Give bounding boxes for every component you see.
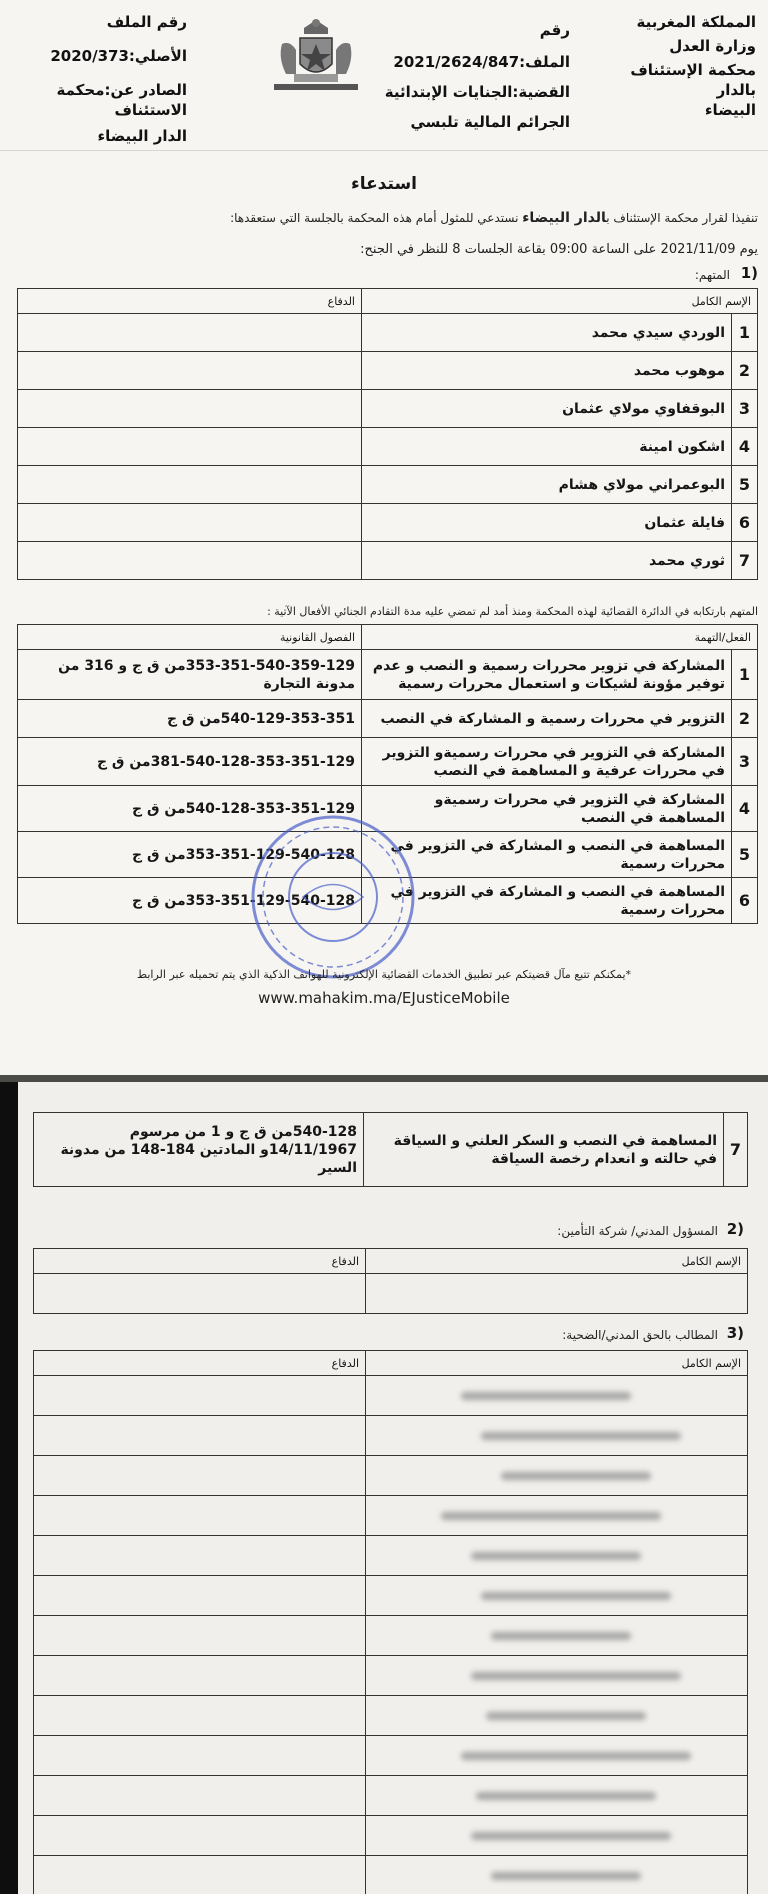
- court-stamp-icon: [248, 812, 418, 982]
- table-row: [34, 1816, 748, 1856]
- page-title: استدعاء: [351, 174, 417, 194]
- header-file-number: الملف:2021/2624/847: [393, 53, 570, 71]
- charge-act: المشاركة في تزوير محررات رسمية و النصب و عدم توفير مؤونة لشيكات و استعمال محررات رسمية: [362, 650, 732, 700]
- accused-name: ثوري محمد: [361, 542, 731, 580]
- accused-name: البوعمراني مولاي هشام: [361, 466, 731, 504]
- table-row: 5 المساهمة في النصب و المشاركة في التزوير في محررات رسمية 353-351-129-540-128من ق ج: [18, 832, 758, 878]
- accused-name: موهوب محمد: [361, 352, 731, 390]
- charges-col-act: الفعل/التهمة: [362, 625, 758, 650]
- charge-act: المشاركة في التزوير في محررات رسميةو المساهمة في النصب: [362, 786, 732, 832]
- charge-law: 353-351-540-359-129من ق ج و 316 من مدونة التجارة: [18, 650, 362, 700]
- table-row: 3 المشاركة في التزوير في محررات رسميةو التزوير في محررات عرفية و المساهمة في النصب 381-540-128-353-351-129من ق ج: [18, 738, 758, 786]
- table-row: [34, 1496, 748, 1536]
- table-row: 6 فايلة عثمان: [17, 504, 757, 542]
- charges-col-law: الفصول القانونية: [18, 625, 362, 650]
- victims-table: [33, 1350, 748, 1894]
- redacted-name: [491, 1632, 631, 1640]
- charge-law: 540-128-353-351-129من ق ج: [18, 786, 362, 832]
- intro-line-2: يوم 2021/11/09 على الساعة 09:00 بقاعة الجلسات 8 للنظر في الجنح:: [360, 242, 758, 257]
- intro-line-1: تنفيذا لقرار محكمة الإستئناف بالدار البيضاء نستدعي للمثول أمام هذه المحكمة بالجلسة التي ستعقدها:: [230, 210, 758, 226]
- table-row: [34, 1656, 748, 1696]
- header-city: البيضاء: [704, 101, 756, 119]
- table-row: 1 الوردي سيدي محمد: [17, 314, 757, 352]
- header-case-type: القضية:الجنايات الإبتدائية: [384, 83, 570, 101]
- victims-col-name: الإسم الكامل: [366, 1351, 748, 1376]
- charge-act: التزوير في محررات رسمية و المشاركة في النصب: [362, 700, 732, 738]
- table-row: [34, 1696, 748, 1736]
- charge-act: المساهمة في النصب و المشاركة في التزوير في محررات رسمية: [362, 878, 732, 924]
- accused-col-defense: الدفاع: [17, 289, 361, 314]
- section-3-label: المطالب بالحق المدني/الضحية:: [562, 1328, 718, 1342]
- section-2-number: 2): [726, 1220, 744, 1238]
- redacted-name: [471, 1832, 671, 1840]
- table-row: [34, 1416, 748, 1456]
- charge-law: 353-351-129-540-128من ق ج: [18, 878, 362, 924]
- intro-court: الدار البيضاء: [522, 210, 607, 226]
- app-link[interactable]: www.mahakim.ma/EJusticeMobile: [258, 989, 510, 1007]
- table-row: [34, 1456, 748, 1496]
- accused-table: [17, 288, 758, 580]
- accused-name: اشكون امينة: [361, 428, 731, 466]
- table-row: [34, 1856, 748, 1894]
- redacted-name: [481, 1432, 681, 1440]
- civil-col-name: الإسم الكامل: [366, 1249, 748, 1274]
- charge-law: 540-129-353-351من ق ج: [18, 700, 362, 738]
- charges-intro: المتهم بارتكابه في الدائرة القضائية لهذه المحكمة ومنذ أمد لم تمضي عليه مدة التقادم الجنائي الأفعال الآتية :: [267, 605, 758, 618]
- victims-col-defense: الدفاع: [34, 1351, 366, 1376]
- redacted-name: [491, 1872, 641, 1880]
- table-row: 4 اشكون امينة: [17, 428, 757, 466]
- section-1-label: المتهم:: [694, 268, 730, 282]
- civil-col-defense: الدفاع: [34, 1249, 366, 1274]
- redacted-name: [471, 1552, 641, 1560]
- charge-law: 540-128من ق ج و 1 من مرسوم 14/11/1967و المادتين 184-148 من مدونة السير: [34, 1113, 364, 1187]
- table-row: 2 التزوير في محررات رسمية و المشاركة في النصب 540-129-353-351من ق ج: [18, 700, 758, 738]
- coat-of-arms-icon: [270, 14, 362, 98]
- civil-party-table: [33, 1248, 748, 1314]
- table-row: [34, 1576, 748, 1616]
- charges-table-continued: [33, 1112, 748, 1187]
- header-file-label: رقم الملف: [106, 13, 187, 31]
- table-row: 2 موهوب محمد: [17, 352, 757, 390]
- charge-law: 381-540-128-353-351-129من ق ج: [18, 738, 362, 786]
- table-row: [34, 1616, 748, 1656]
- section-1-number: 1): [740, 264, 758, 282]
- tracking-notice: *يمكنكم تتبع مآل قضيتكم عبر تطبيق الخدمات القضائية الإلكترونية للهواتف الذكية الذي يتم تحميله عبر الرابط: [136, 968, 632, 981]
- table-row: 1 المشاركة في تزوير محررات رسمية و النصب و عدم توفير مؤونة لشيكات و استعمال محررات رسمية 353-351-540-359-129من ق ج و 316 من مدونة التجارة: [18, 650, 758, 700]
- charge-law: 353-351-129-540-128من ق ج: [18, 832, 362, 878]
- header-original-number: الأصلي:2020/373: [50, 47, 187, 65]
- accused-name: الوردي سيدي محمد: [361, 314, 731, 352]
- table-row: [34, 1776, 748, 1816]
- redacted-name: [476, 1792, 656, 1800]
- charge-act: المساهمة في النصب و المشاركة في التزوير في محررات رسمية: [362, 832, 732, 878]
- table-row: 6 المساهمة في النصب و المشاركة في التزوير في محررات رسمية 353-351-129-540-128من ق ج: [18, 878, 758, 924]
- header-issued-city: الدار البيضاء: [97, 127, 187, 145]
- redacted-name: [481, 1592, 671, 1600]
- accused-col-name: الإسم الكامل: [361, 289, 757, 314]
- accused-name: فايلة عثمان: [361, 504, 731, 542]
- accused-name: البوقفاوي مولاي عثمان: [361, 390, 731, 428]
- table-row: [34, 1376, 748, 1416]
- charge-act: المشاركة في التزوير في محررات رسميةو التزوير في محررات عرفية و المساهمة في النصب: [362, 738, 732, 786]
- header-kingdom: المملكة المغربية: [636, 13, 756, 31]
- header-case-category: الجرائم المالية تلبسي: [410, 113, 570, 131]
- table-row: 3 البوقفاوي مولاي عثمان: [17, 390, 757, 428]
- charge-act: المساهمة في النصب و السكر العلني و السياقة في حالته و انعدام رخصة السياقة: [364, 1113, 724, 1187]
- redacted-name: [441, 1512, 661, 1520]
- table-row: [34, 1536, 748, 1576]
- table-row: [34, 1736, 748, 1776]
- table-row: [34, 1274, 748, 1314]
- redacted-name: [461, 1752, 691, 1760]
- header-middle: [380, 20, 570, 132]
- header-court: محكمة الإستئناف بالدار: [630, 61, 756, 99]
- header-right: [616, 12, 756, 120]
- header-issued-by: الصادر عن:محكمة الاستئناف: [56, 81, 187, 119]
- section-2-label: المسؤول المدني/ شركة التأمين:: [557, 1224, 718, 1238]
- table-row: 7 ثوري محمد: [17, 542, 757, 580]
- table-row: 4 المشاركة في التزوير في محررات رسميةو المساهمة في النصب 540-128-353-351-129من ق ج: [18, 786, 758, 832]
- page-2: [0, 1082, 768, 1894]
- redacted-name: [501, 1472, 651, 1480]
- header-ministry: وزارة العدل: [669, 37, 756, 55]
- redacted-name: [486, 1712, 646, 1720]
- table-row: 5 البوعمراني مولاي هشام: [17, 466, 757, 504]
- header-left: [12, 12, 187, 146]
- redacted-name: [471, 1672, 681, 1680]
- table-row: 7 المساهمة في النصب و السكر العلني و السياقة في حالته و انعدام رخصة السياقة 540-128من ق ج و 1 من مرسوم 14/11/1967و المادتين 184-148 من مدونة السير: [34, 1113, 748, 1187]
- header-number-label: رقم: [539, 21, 570, 39]
- redacted-name: [461, 1392, 631, 1400]
- section-3-number: 3): [726, 1324, 744, 1342]
